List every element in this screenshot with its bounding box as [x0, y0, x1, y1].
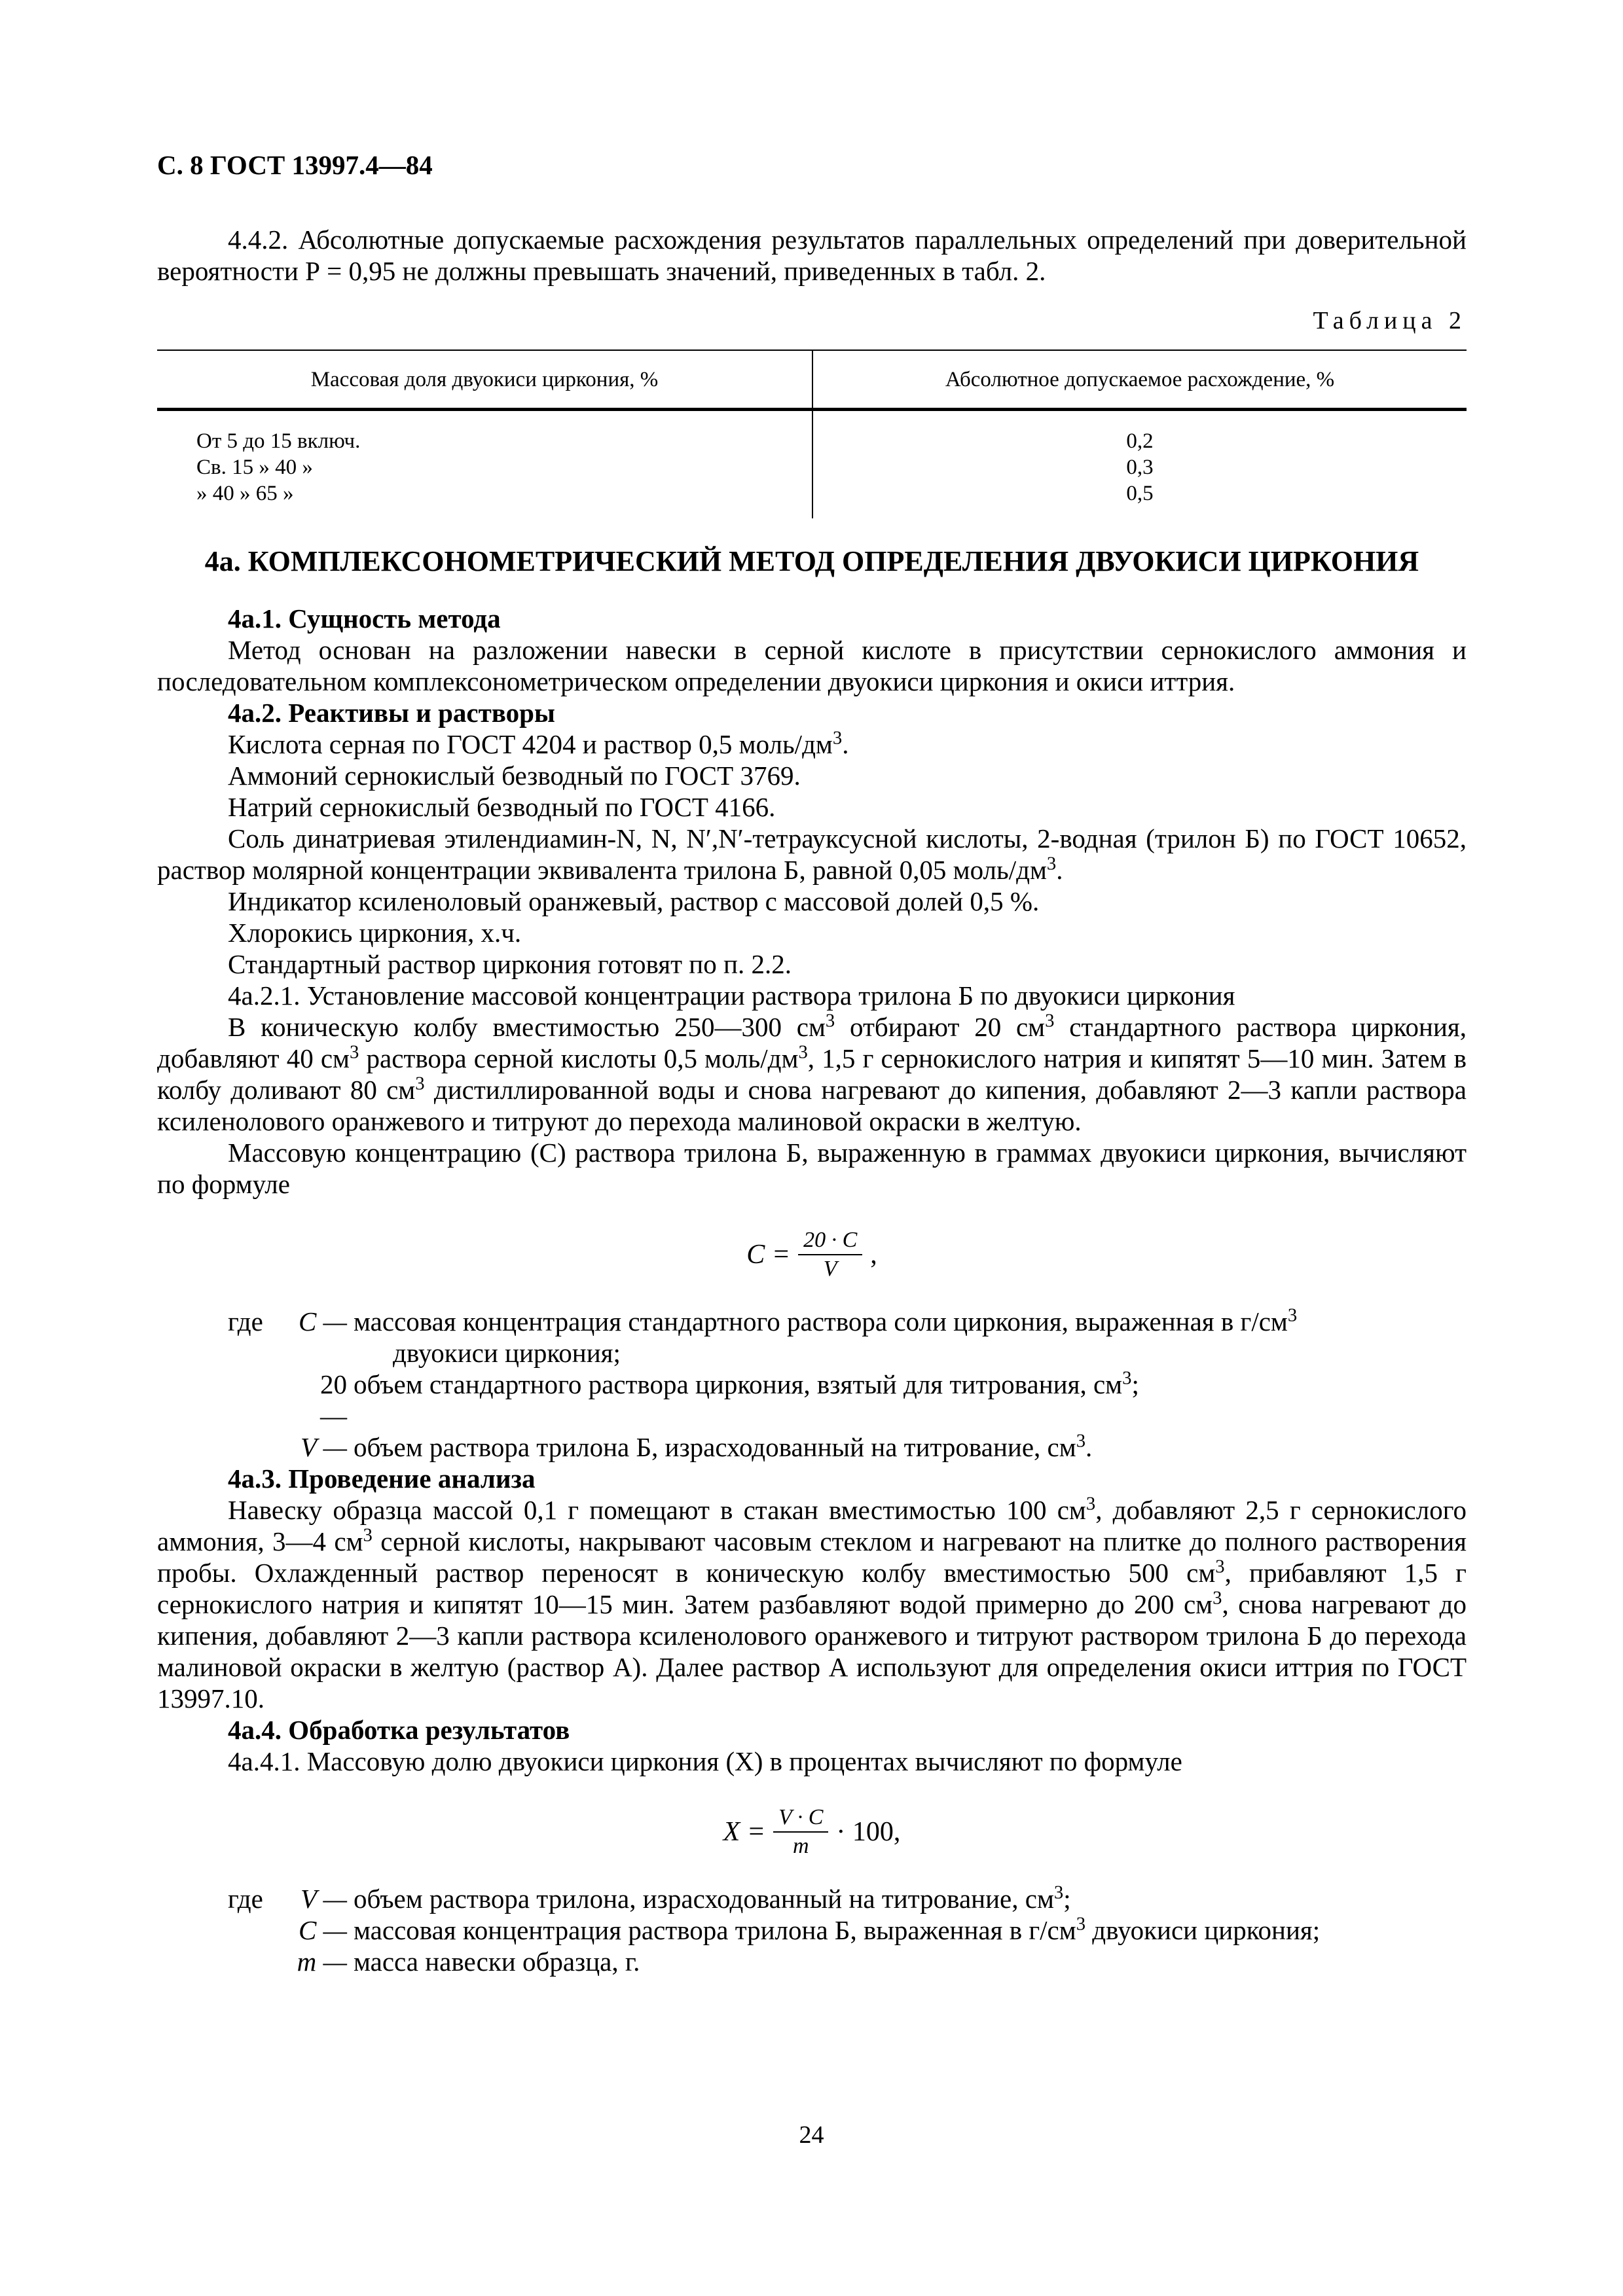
subsection-title: 4а.1. Сущность метода [228, 603, 501, 634]
table-header-tolerance: Абсолютное допускаемое расхождение, % [812, 350, 1467, 410]
paragraph: В коническую колбу вместимостью 250—300 $см^3$ отбирают 20 $см^3$ стандартного раствора циркония, добавляют 40 $см^3$ раствора серной кислоты 0,5 моль/$дм^3$, 1,5 г сернокислого натрия и кипятят 5—10 мин. Затем в колбу доливают 80 $см^3$ дистиллированной воды и снова нагревают до кипения, добавляют 2—3 капли раствора ксиленолового оранжевого и титруют до перехода малиновой окраски в желтую. [157, 1010, 1467, 1136]
paragraph: Метод основан на разложении навески в серной кислоте в присутствии сернокислого аммония и последовательном комплексонометрическом определении двуокиси циркония и окиси иттрия. [157, 635, 1467, 696]
paragraph-4-4-2: 4.4.2. Абсолютные допускаемые расхождения результатов параллельных определений при доверительной вероятности Р = 0,95 не должны превышать значений, приведенных в табл. 2. [157, 224, 1467, 286]
paragraph: Соль динатриевая этилендиамин-N, N, N′,N′-тетрауксусной кислоты, 2-водная (трилон Б) по ГОСТ 10652, раствор молярной концентрации эквивалента трилона Б, равной 0,05 моль/$дм^3$. [157, 823, 1467, 885]
paragraph: Аммоний сернокислый безводный по ГОСТ 3769. [228, 761, 801, 791]
table-caption: Таблица 2 [1313, 307, 1467, 334]
subsection-title: 4а.2. Реактивы и растворы [228, 698, 555, 728]
subsection-title: 4а.3. Проведение анализа [228, 1463, 536, 1494]
table-row [157, 410, 1467, 519]
where-block: где С — массовая концентрация стандартного раствора соли циркония, выраженная в $г/см^3$ двуокиси циркония; 20 — объем стандартного раствора циркония, взятый для титрования, $см^3$; V — объем раствора трилона Б, израсходованный на титрование, $см^3$. [228, 1304, 1298, 1462]
tolerance-table [157, 350, 1467, 518]
formula-tail: , [870, 1240, 877, 1270]
paragraph: Кислота серная по ГОСТ 4204 и раствор 0,5 моль/$дм^3$. [228, 727, 849, 759]
paragraph: Хлорокись циркония, х.ч. [228, 918, 522, 948]
document-page [157, 149, 1467, 1977]
formula-tail: · 100, [836, 1817, 901, 1847]
value-cell: 0,3 [1126, 456, 1154, 479]
fraction-numerator: V · C [773, 1805, 828, 1833]
paragraph: Навеску образца массой 0,1 г помещают в стакан вместимостью 100 $см^3$, добавляют 2,5 г сернокислого аммония, 3—4 $см^3$ серной кислоты, накрывают часовым стеклом и нагревают на плитке до полного растворения пробы. Охлажденный раствор переносят в коническую колбу вместимостью 500 $см^3$, прибавляют 1,5 г сернокислого натрия и кипятят 10—15 мин. Затем разбавляют водой примерно до 200 $см^3$, снова нагревают до кипения, добавляют 2—3 капли раствора ксиленолового оранжевого и титруют раствором трилона Б до перехода малиновой окраски в желтую (раствор А). Далее раствор А используют для определения окиси иттрия по ГОСТ 13997.10. [157, 1493, 1467, 1713]
range-cell: От 5 до 15 включ. [196, 429, 361, 453]
formula-lhs: С = [746, 1240, 791, 1270]
formula-x [157, 1793, 1467, 1871]
page-number: 24 [799, 2121, 824, 2149]
paragraph: 4а.2.1. Установление массовой концентрации раствора трилона Б по двуокиси циркония [228, 980, 1235, 1011]
fraction-numerator: 20 · С [798, 1228, 862, 1255]
table-header-mass-fraction: Массовая доля двуокиси циркония, % [157, 350, 812, 410]
paragraph: Натрий сернокислый безводный по ГОСТ 4166. [228, 792, 776, 822]
page-header: С. 8 ГОСТ 13997.4—84 [157, 150, 433, 180]
range-cell: Св. 15 » 40 » [196, 456, 313, 479]
paragraph: Массовую концентрацию (С) раствора трилона Б, выраженную в граммах двуокиси циркония, вычисляют по формуле [157, 1138, 1467, 1199]
paragraph: Стандартный раствор циркония готовят по п. 2.2. [228, 949, 792, 979]
paragraph: 4а.4.1. Массовую долю двуокиси циркония (X) в процентах вычисляют по формуле [228, 1746, 1182, 1776]
fraction [773, 1805, 828, 1859]
subsection-title: 4а.4. Обработка результатов [228, 1715, 570, 1745]
fraction [798, 1228, 862, 1282]
formula-lhs: X = [723, 1817, 766, 1847]
fraction-denominator: m [792, 1834, 809, 1858]
value-cell: 0,5 [1126, 482, 1154, 505]
section-title: 4а. КОМПЛЕКСОНОМЕТРИЧЕСКИЙ МЕТОД ОПРЕДЕЛЕНИЯ ДВУОКИСИ ЦИРКОНИЯ [204, 545, 1419, 577]
where-block: где V — объем раствора трилона, израсходованный на титрование, $см^3$; С — массовая концентрация раствора трилона Б, выраженная в $г/см^3$ двуокиси циркония; m — масса навески образца, г. [228, 1882, 1321, 1977]
range-cell: » 40 » 65 » [196, 482, 294, 505]
value-cell: 0,2 [1126, 429, 1154, 453]
formula-c [157, 1215, 1467, 1294]
fraction-denominator: V [823, 1257, 837, 1281]
paragraph: Индикатор ксиленоловый оранжевый, раствор с массовой долей 0,5 %. [228, 886, 1040, 916]
